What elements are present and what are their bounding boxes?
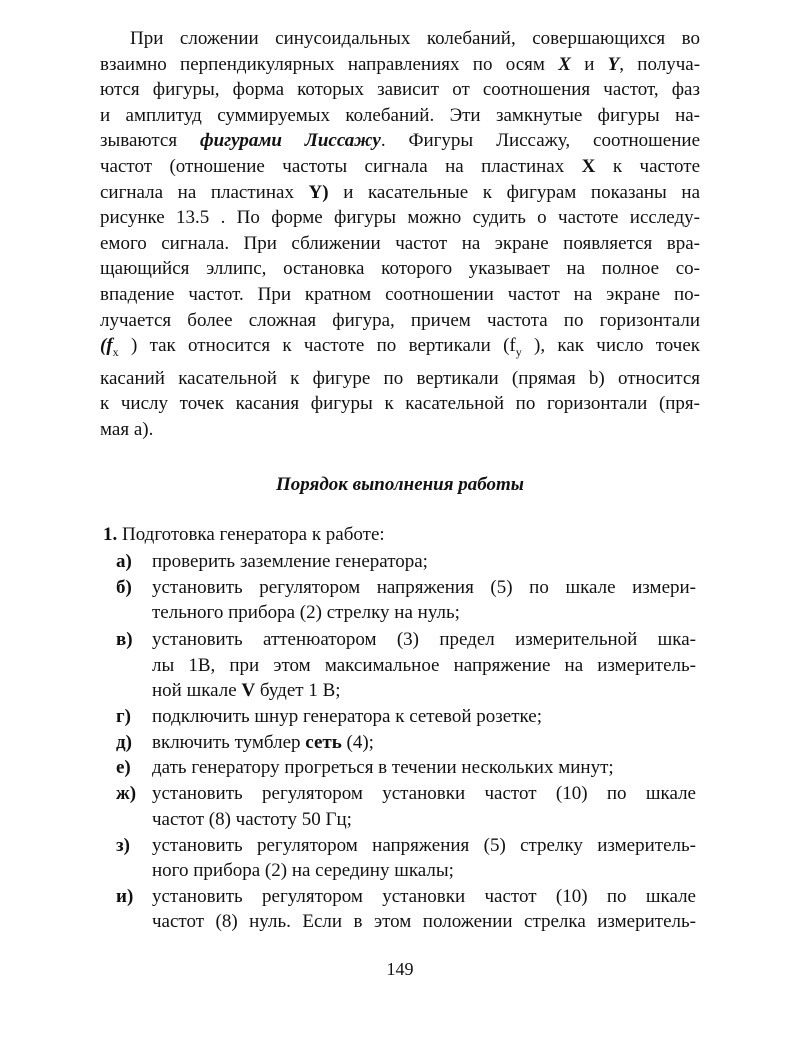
text-line: к числу точек касания фигуры к касательной по горизонтали (пря- <box>100 393 700 415</box>
axis-y-label: Y <box>607 53 620 75</box>
text-line: щающийся эллипс, остановка которого указывает на полное со- <box>100 258 700 280</box>
text-line: впадение частот. При кратном соотношении частот на экране по- <box>100 283 700 305</box>
sub-item-e <box>116 755 696 781</box>
sub-item-b <box>116 575 696 626</box>
text-line: ной шкале V будет 1 В; <box>152 680 341 702</box>
text-line: ного прибора (2) на середину шкалы; <box>152 860 454 882</box>
axis-x-label: X <box>558 53 571 75</box>
item-title-text: Подготовка генератора к работе: <box>122 524 385 545</box>
sub-item-letter: в) <box>116 629 133 650</box>
text-line: ($f_x$ ) так относится к частоте по вертикали ($f_y$ ), как число точек <box>100 335 701 359</box>
text-line: подключить шнур генератора к сетевой розетке; <box>152 706 543 727</box>
sub-item-letter: а) <box>116 551 132 572</box>
intro-paragraph <box>100 26 700 442</box>
text-line: установить регулятором установки частот (10) по шкале <box>152 885 696 907</box>
lissajous-term: фигурами Лиссажу <box>199 130 381 152</box>
text-line: лы 1В, при этом максимальное напряжение на измеритель- <box>152 654 696 676</box>
text-line: ются фигуры, форма которых зависит от соотношения частот, фаз <box>100 79 700 101</box>
list-item-title <box>103 524 385 546</box>
text-line: установить регулятором напряжения (5) стрелку измеритель- <box>152 834 696 856</box>
text-line: установить регулятором напряжения (5) по шкале измери- <box>152 576 696 598</box>
text-line: установить регулятором установки частот (10) по шкале <box>152 783 696 804</box>
text-line: взаимно перпендикулярных направлениях по осям X и Y, получа- <box>100 53 701 75</box>
text-line: емого сигнала. При сближении частот на экране появляется вра- <box>100 232 700 254</box>
sub-item-letter: ж) <box>116 783 137 804</box>
sub-item-v <box>116 627 696 704</box>
sub-item-letter: г) <box>116 706 131 727</box>
section-heading: Порядок выполнения работы <box>276 474 524 495</box>
sub-item-letter: б) <box>116 576 132 598</box>
text-line: дать генератору прогреться в течении нескольких минут; <box>152 757 614 778</box>
text-line: частот (8) частоту 50 Гц; <box>152 808 352 830</box>
sub-item-a <box>116 549 696 575</box>
text-line: включить тумблер сеть (4); <box>152 731 374 753</box>
text-line: При сложении синусоидальных колебаний, совершающихся во <box>130 28 700 49</box>
text-line: проверить заземление генератора; <box>152 551 428 572</box>
text-line: частот (8) нуль. Если в этом положении стрелка измеритель- <box>152 911 696 933</box>
text-line: установить аттенюатором (3) предел измерительной шка- <box>152 629 696 650</box>
text-line: касаний касательной к фигуре по вертикали (прямая b) относится <box>100 367 700 389</box>
sub-item-letter: д) <box>116 731 132 753</box>
sub-item-zh <box>116 781 696 832</box>
sub-item-d <box>116 730 696 756</box>
text-line: частот (отношение частоты сигнала на пластинах X к частоте <box>100 155 700 177</box>
item-number: 1. <box>103 524 118 545</box>
text-line: тельного прибора (2) стрелку на нуль; <box>152 602 460 624</box>
text-line: зываются фигурами Лиссажу. Фигуры Лиссажу, соотношение <box>100 130 701 152</box>
page-number: 149 <box>386 959 414 979</box>
sub-item-letter: е) <box>116 757 131 778</box>
sub-item-letter: з) <box>116 834 130 856</box>
sub-item-z <box>116 833 696 884</box>
sub-item-g <box>116 704 696 730</box>
text-line: сигнала на пластинах Y) и касательные к фигурам показаны на <box>100 181 701 203</box>
text-line: лучается более сложная фигура, причем частота по горизонтали <box>100 309 700 331</box>
sub-item-letter: и) <box>116 885 134 907</box>
text-line: рисунке 13.5 . По форме фигуры можно судить о частоте исследу- <box>100 207 700 229</box>
text-line: мая а). <box>100 418 154 440</box>
sub-item-i <box>116 884 696 935</box>
text-line: и амплитуд суммируемых колебаний. Эти замкнутые фигуры на- <box>100 104 700 126</box>
